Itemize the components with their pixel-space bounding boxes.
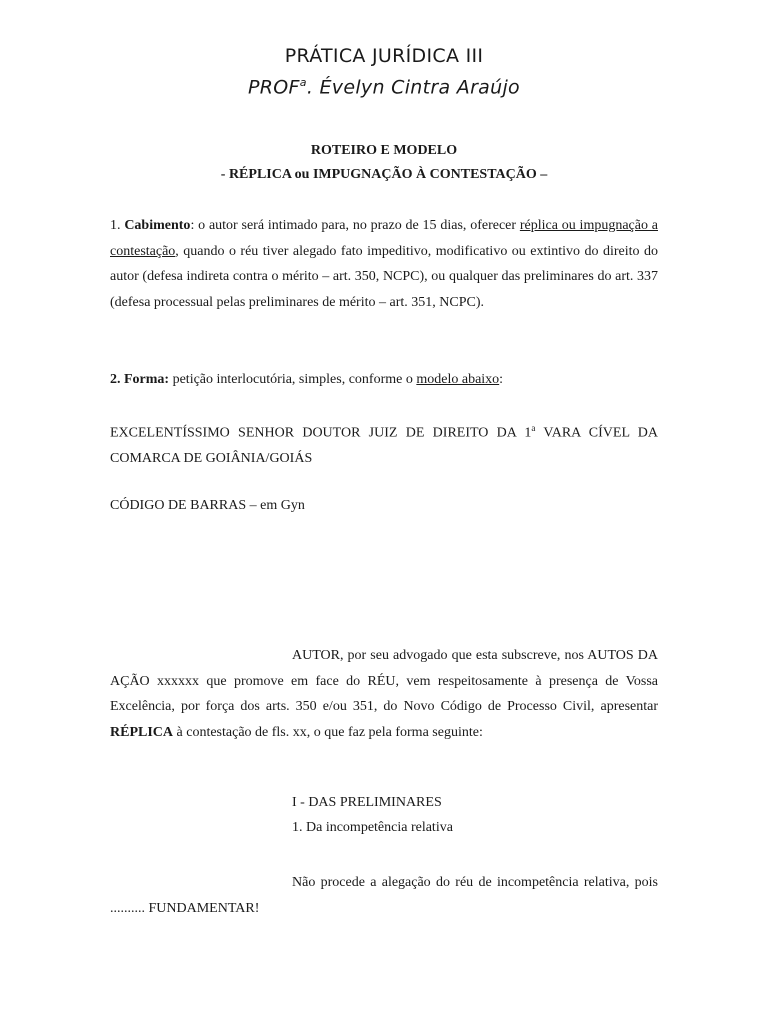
addressee-sup: a (531, 423, 536, 433)
section-text-b: , quando o réu tiver alegado fato impeditivo, modificativo ou extintivo do direito do autor (defesa indireta contra o mérito – art. 350, NCPC), ou qualquer das preliminares do art. 337 (defesa processual pelas preliminares de mérito – art. 351, NCPC). (110, 243, 658, 310)
forma-text-b: : (499, 372, 504, 387)
last-paragraph: Não procede a alegação do réu de incompetência relativa, pois .......... FUNDAMENTAR! (110, 875, 658, 916)
body-paragraph (110, 643, 658, 745)
professor-name (0, 76, 768, 98)
section-forma (110, 367, 658, 393)
forma-label: 2. Forma: (110, 372, 170, 387)
subsection-heading: 1. Da incompetência relativa (292, 820, 453, 835)
section-heading: I - DAS PRELIMINARES (292, 795, 442, 810)
section-text-a: : o autor será intimado para, no prazo de 15 dias, oferecer (190, 218, 520, 233)
forma-text-a: petição interlocutória, simples, conforme o (169, 372, 417, 387)
section-label: Cabimento (124, 218, 191, 233)
body-text-a: AUTOR, por seu advogado que esta subscreve, nos AUTOS DA AÇÃO xxxxxx que promove em face do RÉU, vem respeitosamente à presença de Vossa Excelência, por força dos arts. 350 e/ou 351, do Novo Código de Processo Civil, apresentar (110, 648, 658, 714)
body-text-b: à contestação de fls. xx, o que faz pela forma seguinte: (173, 724, 483, 740)
prof-superscript: a (299, 76, 307, 89)
addressee (110, 416, 658, 472)
document-title: ROTEIRO E MODELO (310, 143, 458, 158)
section-underlined: réplica ou impugnação a contestação (110, 218, 658, 259)
addressee-text-a: EXCELENTÍSSIMO SENHOR DOUTOR JUIZ DE DIREITO DA 1 (110, 425, 532, 441)
barcode-line: CÓDIGO DE BARRAS – em Gyn (110, 498, 305, 513)
section-cabimento (110, 213, 658, 315)
addressee-text-b: VARA CÍVEL DA COMARCA DE GOIÂNIA/GOIÁS (110, 425, 658, 467)
prof-prefix: PROF (248, 76, 300, 99)
forma-underlined: modelo abaixo (416, 372, 500, 387)
body-bold: RÉPLICA (110, 724, 174, 740)
course-title: PRÁTICA JURÍDICA III (284, 45, 484, 67)
section-number: 1. (110, 218, 125, 233)
document-subtitle: - RÉPLICA ou IMPUGNAÇÃO À CONTESTAÇÃO – (220, 167, 548, 182)
prof-name-text: . Évelyn Cintra Araújo (306, 76, 520, 99)
